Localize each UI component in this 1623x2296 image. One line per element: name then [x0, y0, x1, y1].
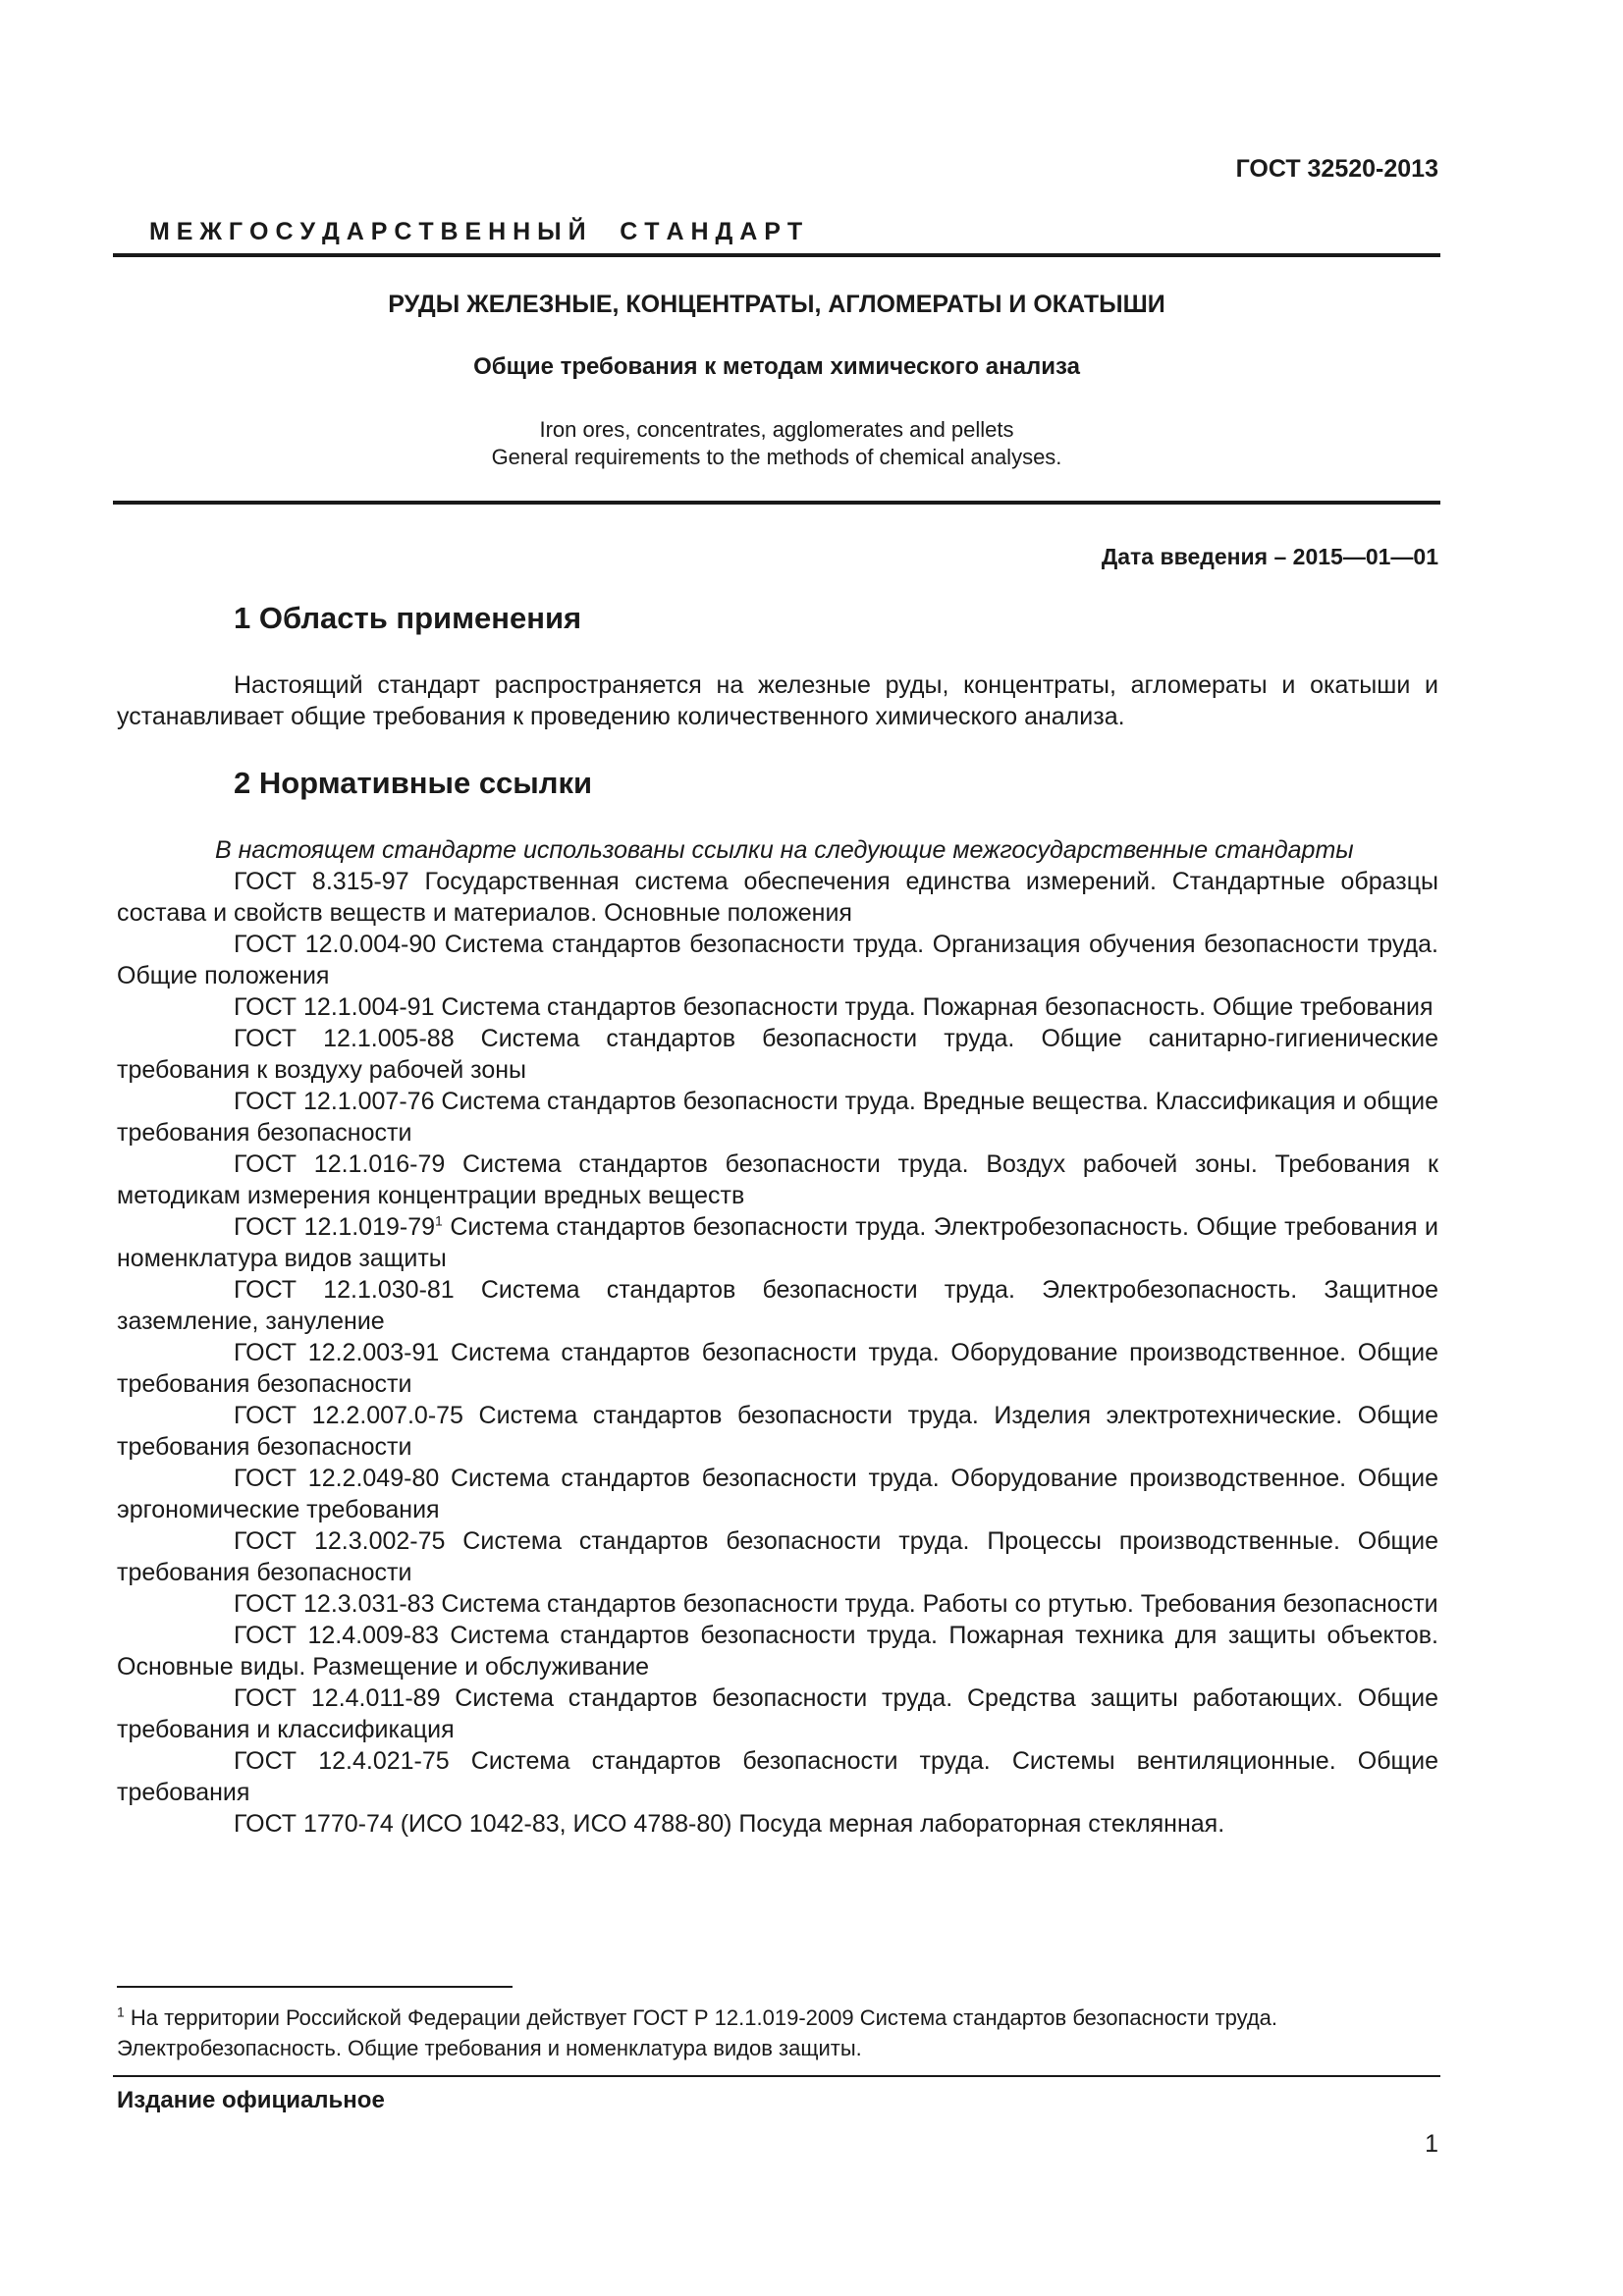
- reference-item: ГОСТ 12.4.009-83 Система стандартов безопасности труда. Пожарная техника для защиты объектов. Основные виды. Размещение и обслуживание: [117, 1622, 1438, 1681]
- section-1-paragraph: Настоящий стандарт распространяется на железные руды, концентраты, агломераты и окатыши и устанавливает общие требования к проведению количественного химического анализа.: [117, 671, 1438, 730]
- english-title: [113, 416, 1440, 471]
- section-1-body: [117, 669, 1438, 732]
- reference-item: ГОСТ 12.0.004-90 Система стандартов безопасности труда. Организация обучения безопасности труда. Общие положения: [117, 931, 1438, 989]
- reference-item: ГОСТ 12.4.011-89 Система стандартов безопасности труда. Средства защиты работающих. Общие требования и классификация: [117, 1684, 1438, 1743]
- standard-type-heading: М Е Ж Г О С У Д А Р С Т В Е Н Н Ы Й С Т А Н Д А Р Т: [149, 218, 803, 245]
- footer-rule: [113, 2075, 1440, 2077]
- page-number: 1: [1425, 2130, 1438, 2158]
- footnote-marker[interactable]: 1: [435, 1212, 443, 1229]
- reference-item: ГОСТ 12.1.030-81 Система стандартов безопасности труда. Электробезопасность. Защитное заземление, зануление: [117, 1276, 1438, 1335]
- reference-item: ГОСТ 12.1.004-91 Система стандартов безопасности труда. Пожарная безопасность. Общие требования: [234, 993, 1434, 1021]
- official-edition-label: Издание официальное: [117, 2087, 385, 2113]
- footnote: [117, 2002, 1438, 2063]
- document-title: РУДЫ ЖЕЛЕЗНЫЕ, КОНЦЕНТРАТЫ, АГЛОМЕРАТЫ И ОКАТЫШИ: [388, 291, 1165, 318]
- reference-item: ГОСТ 12.1.005-88 Система стандартов безопасности труда. Общие санитарно-гигиенические требования к воздуху рабочей зоны: [117, 1025, 1438, 1084]
- footnote-text: На территории Российской Федерации действует ГОСТ Р 12.1.019-2009 Система стандартов безопасности труда. Электробезопасность. Общие требования и номенклатура видов защиты.: [117, 2005, 1278, 2060]
- english-title-line-1: Iron ores, concentrates, agglomerates and pellets: [539, 417, 1014, 442]
- section-2-heading: 2 Нормативные ссылки: [234, 766, 593, 800]
- reference-item: ГОСТ 1770-74 (ИСО 1042-83, ИСО 4788-80) Посуда мерная лабораторная стеклянная.: [234, 1810, 1225, 1838]
- introduction-date: Дата введения – 2015—01—01: [1101, 544, 1438, 569]
- reference-item-with-footnote: [117, 1211, 1438, 1274]
- reference-item: ГОСТ 12.2.049-80 Система стандартов безопасности труда. Оборудование производственное. Общие эргономические требования: [117, 1465, 1438, 1523]
- reference-item: ГОСТ 8.315-97 Государственная система обеспечения единства измерений. Стандартные образцы состава и свойств веществ и материалов. Основные положения: [117, 868, 1438, 927]
- reference-title: Система стандартов безопасности труда. Электробезопасность. Общие требования и номенклатура видов защиты: [117, 1213, 1438, 1272]
- reference-item: ГОСТ 12.2.003-91 Система стандартов безопасности труда. Оборудование производственное. Общие требования безопасности: [117, 1339, 1438, 1398]
- footnote-rule: [117, 1986, 513, 1988]
- document-number: ГОСТ 32520-2013: [1235, 155, 1438, 183]
- reference-item: ГОСТ 12.1.007-76 Система стандартов безопасности труда. Вредные вещества. Классификация и общие требования безопасности: [117, 1088, 1438, 1147]
- normative-references: [117, 834, 1438, 1840]
- document-subtitle: Общие требования к методам химического анализа: [473, 353, 1080, 380]
- reference-item: ГОСТ 12.3.031-83 Система стандартов безопасности труда. Работы со ртутью. Требования безопасности: [234, 1590, 1438, 1618]
- reference-item: ГОСТ 12.1.016-79 Система стандартов безопасности труда. Воздух рабочей зоны. Требования к методикам измерения концентрации вредных веществ: [117, 1150, 1438, 1209]
- english-title-line-2: General requirements to the methods of chemical analyses.: [491, 445, 1062, 469]
- reference-item: ГОСТ 12.2.007.0-75 Система стандартов безопасности труда. Изделия электротехнические. Общие требования безопасности: [117, 1402, 1438, 1461]
- references-intro: В настоящем стандарте использованы ссылки на следующие межгосударственные стандарты: [215, 836, 1354, 864]
- reference-code: ГОСТ 12.1.019-79: [234, 1213, 436, 1241]
- title-rule: [113, 501, 1440, 505]
- footnote-number: 1: [117, 2003, 125, 2020]
- reference-item: ГОСТ 12.4.021-75 Система стандартов безопасности труда. Системы вентиляционные. Общие требования: [117, 1747, 1438, 1806]
- header-rule: [113, 253, 1440, 257]
- section-1-heading: 1 Область применения: [234, 601, 582, 635]
- reference-item: ГОСТ 12.3.002-75 Система стандартов безопасности труда. Процессы производственные. Общие требования безопасности: [117, 1527, 1438, 1586]
